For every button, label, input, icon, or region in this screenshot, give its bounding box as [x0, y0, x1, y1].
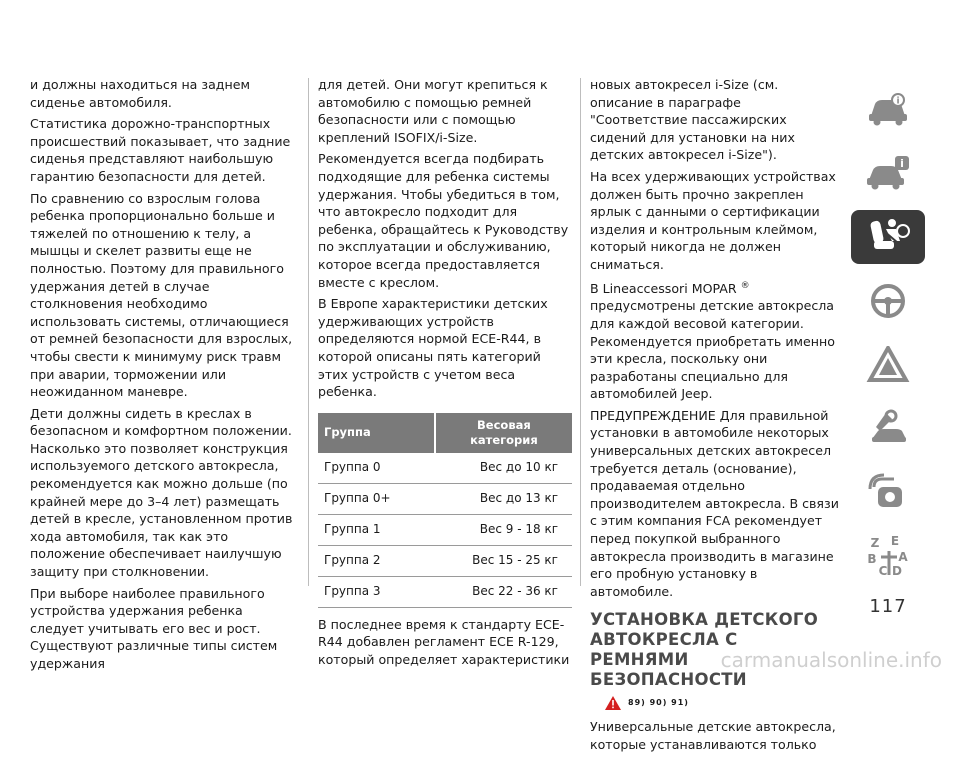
- paragraph: По сравнению со взрослым голова ребенка пропорционально больше и тяжелей по отношению к телу, а мышцы и скелет развиты еще не полностью. Поэтому для правильного удержания детей в случае столкновения необходимо использовать системы, отличающиеся от ремней безопасности для взрослых, чтобы свести к минимуму риск травм при аварии, торможении или неожиданном маневре.: [30, 190, 293, 400]
- tab-safety[interactable]: [851, 210, 925, 264]
- table-cell-group: Группа 0: [318, 453, 435, 484]
- column-divider: [308, 78, 309, 586]
- table-row: [318, 453, 572, 484]
- paragraph: В последнее время к стандарту ECE-R44 добавлен регламент ECE R-129, который определяет характеристики: [318, 616, 570, 667]
- index-icon: [865, 535, 911, 579]
- warning-paragraph: ПРЕДУПРЕЖДЕНИЕ Для правильной установки в автомобиле некоторых универсальных детских автокресел требуется деталь (основание), продаваемая отдельно производителем автокресла. В связи с этим компания FCA рекомендует перед покупкой выбранного автокресла производить в магазине его пробную установку в автомобиле.: [590, 407, 839, 599]
- car-info-icon: [865, 92, 911, 126]
- table-cell-group: Группа 1: [318, 514, 435, 545]
- multimedia-icon: [866, 473, 910, 513]
- paragraph: Универсальные детские автокресла, которые устанавливаются только: [590, 719, 836, 752]
- text-column-2: [318, 76, 572, 672]
- table-row: [318, 545, 572, 576]
- airbag-seat-icon: [866, 217, 910, 257]
- tab-driving[interactable]: [851, 274, 925, 328]
- text-column-1: [30, 76, 300, 677]
- mopar-text: В Lineaccessori MOPAR: [590, 280, 737, 296]
- svg-text:E: E: [890, 535, 900, 548]
- table-cell-group: Группа 3: [318, 576, 435, 607]
- section-heading: УСТАНОВКА ДЕТСКОГО АВТОКРЕСЛА С РЕМНЯМИ БЕЗОПАСНОСТИ: [590, 610, 819, 690]
- tab-car-info[interactable]: [851, 82, 925, 136]
- watermark: carmanualsonline.info: [720, 648, 942, 672]
- weight-group-table: [318, 413, 572, 608]
- tab-multimedia[interactable]: [851, 466, 925, 520]
- table-cell-weight: Вес 22 - 36 кг: [435, 576, 572, 607]
- paragraph: Статистика дорожно-транспортных происшествий показывает, что задние сиденья представляют наибольшую гарантию безопасности для детей.: [30, 116, 291, 184]
- tab-index[interactable]: [851, 530, 925, 584]
- table-row: [318, 576, 572, 607]
- warning-triangle-icon: [604, 695, 622, 711]
- table-header-group: Группа: [318, 413, 435, 453]
- wrench-car-icon: [866, 409, 910, 449]
- column-divider: [580, 78, 581, 586]
- table-header-row: [318, 413, 572, 453]
- registered-mark: ®: [740, 280, 750, 291]
- warning-reference: [604, 694, 842, 712]
- car-warning-icon: [865, 154, 911, 192]
- table-cell-weight: Вес 9 - 18 кг: [435, 514, 572, 545]
- paragraph: для детей. Они могут крепиться к автомобилю с помощью ремней безопасности или с помощью креплений ISOFIX/i-Size.: [318, 77, 548, 145]
- paragraph: На всех удерживающих устройствах должен быть прочно закреплен ярлык с данными о сертификации изделия и контрольным клеймом, который никогда не должен сниматься.: [590, 168, 836, 272]
- table-cell-group: Группа 2: [318, 545, 435, 576]
- table-cell-weight: Вес до 13 кг: [435, 483, 572, 514]
- paragraph: Дети должны сидеть в креслах в безопасном и комфортном положении. Насколько это позволяет конструкция используемого детского автокресла, рекомендуется как можно дольше (по крайней мере до 3–4 лет) размещать детей в кресле, установленном против хода автомобиля, так как это положение обеспечивает наилучшую защиту при столкновении.: [30, 405, 293, 580]
- table-cell-weight: Вес до 10 кг: [435, 453, 572, 484]
- tab-car-warning[interactable]: [851, 146, 925, 200]
- paragraph: Рекомендуется всегда подбирать подходящие для ребенка системы удержания. Чтобы убедиться в том, что автокресло подходит для ребенка, обращайтесь к Руководству по эксплуатации и обслуживанию, которое всегда предоставляется вместе с креслом.: [318, 151, 569, 290]
- chapter-sidebar: [851, 82, 925, 594]
- warning-refs: 89) 90) 91): [628, 698, 689, 708]
- paragraph: При выборе наиболее правильного устройства удержания ребенка следует учитывать его вес и рост. Существуют различные типы систем удержания: [30, 585, 278, 671]
- table-header-weight: Весовая категория: [435, 413, 572, 453]
- table-row: [318, 514, 572, 545]
- page-number: 117: [869, 596, 907, 617]
- table-row: [318, 483, 572, 514]
- breakdown-icon: [866, 346, 910, 384]
- table-cell-weight: Вес 15 - 25 кг: [435, 545, 572, 576]
- svg-text:i: i: [900, 157, 904, 170]
- svg-text:D: D: [892, 564, 902, 578]
- paragraph: В Европе характеристики детских удерживающих устройств определяются нормой ECE-R44, в которой описаны пять категорий этих устройств с учетом веса ребенка.: [318, 296, 548, 400]
- table-cell-group: Группа 0+: [318, 483, 435, 514]
- paragraph-mopar: [590, 278, 842, 403]
- svg-text:C: C: [878, 564, 888, 578]
- paragraph: новых автокресел i-Size (см. описание в параграфе "Соответствие пассажирских сидений для установки на них детских автокресел i-Size").: [590, 77, 795, 163]
- svg-text:Z: Z: [870, 536, 880, 550]
- svg-text:i: i: [896, 96, 900, 107]
- mopar-text-cont: предусмотрены детские автокресла для каждой весовой категории. Рекомендуется приобретать именно эти кресла, поскольку они разработаны специально для автомобилей Jeep.: [590, 298, 835, 402]
- steering-wheel-icon: [868, 281, 908, 321]
- paragraph: и должны находиться на заднем сиденье автомобиля.: [30, 77, 250, 110]
- tab-maintenance[interactable]: [851, 402, 925, 456]
- svg-text:B: B: [867, 552, 877, 566]
- tab-emergency[interactable]: [851, 338, 925, 392]
- svg-text:A: A: [898, 550, 908, 564]
